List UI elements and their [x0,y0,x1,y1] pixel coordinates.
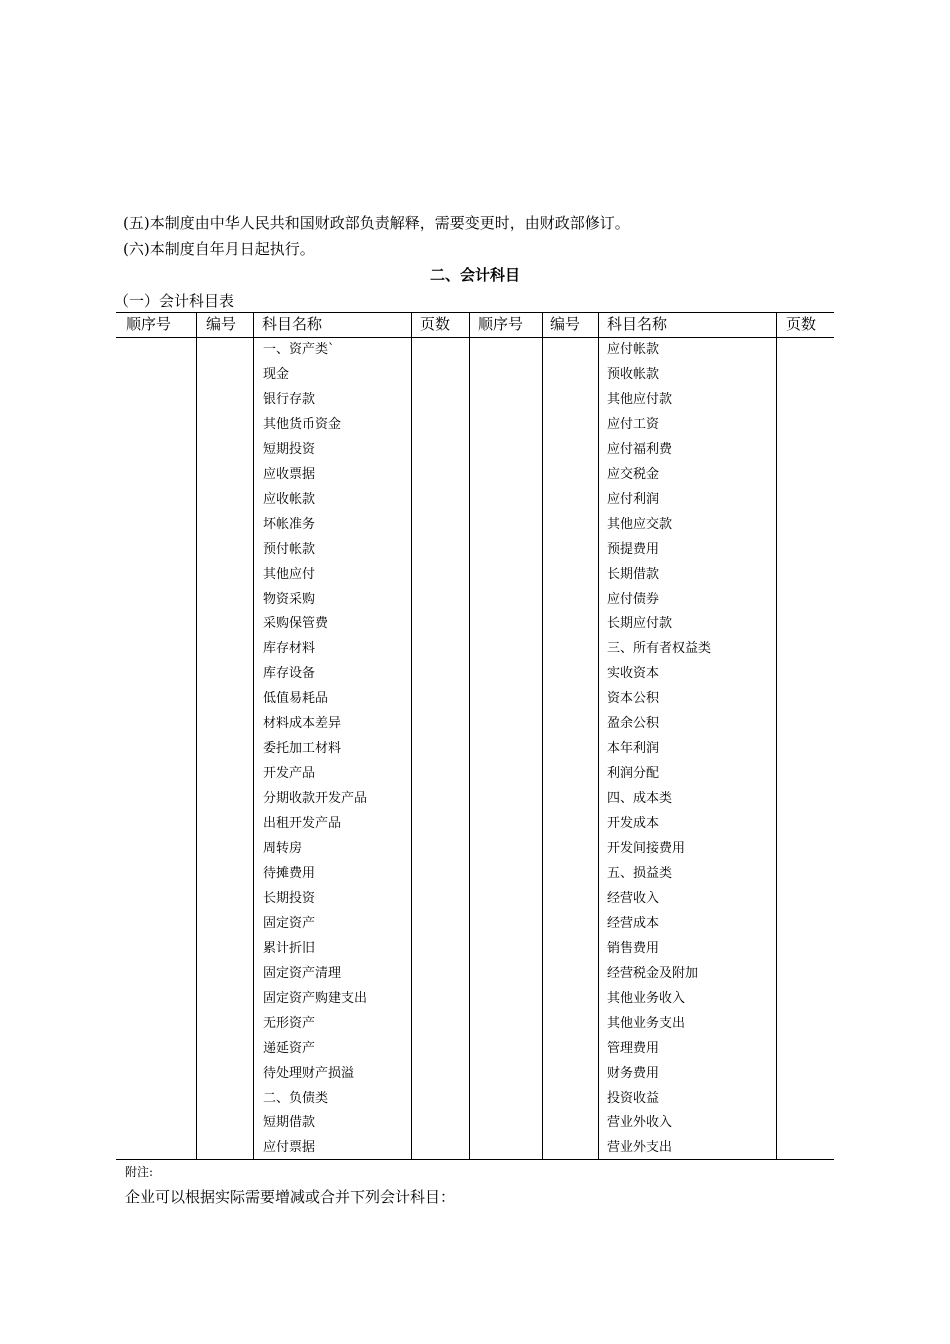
account-name-left: 二、负债类 [263,1090,329,1106]
account-name-right: 财务费用 [607,1065,660,1081]
account-name-right: 其他应付款 [607,391,673,407]
col-divider [411,312,412,1160]
subsection-title: （一）会计科目表 [114,292,235,310]
account-name-right: 销售费用 [607,940,660,956]
account-name-left: 应收票据 [263,466,316,482]
account-name-left: 待摊费用 [263,865,316,881]
account-name-right: 三、所有者权益类 [607,641,712,657]
account-name-left: 现金 [263,366,290,382]
account-name-left: 采购保管费 [263,616,329,632]
account-name-right: 经营收入 [607,890,660,906]
header-code-left: 编号 [206,315,237,333]
table-header-border [116,337,834,338]
account-name-left: 材料成本差异 [263,716,342,732]
closing-paragraph: 企业可以根据实际需要增减或合并下列会计科目： [125,1188,456,1206]
account-name-left: 递延资产 [263,1040,316,1056]
account-name-left: 应付票据 [263,1140,316,1156]
account-name-right: 应付利润 [607,491,660,507]
account-name-left: 物资采购 [263,591,316,607]
account-name-left: 短期投资 [263,441,316,457]
account-name-left: 待处理财产损溢 [263,1065,355,1081]
header-code-right: 编号 [550,315,581,333]
header-pages-left: 页数 [420,315,451,333]
account-name-left: 一、资产类` [263,342,335,357]
account-name-right: 经营成本 [607,915,660,931]
account-name-left: 库存材料 [263,641,316,657]
account-name-left: 分期收款开发产品 [263,791,368,807]
col-divider [776,312,777,1160]
col-divider [542,312,543,1160]
account-name-left: 出租开发产品 [263,816,342,832]
col-divider [469,312,470,1160]
account-name-right: 营业外收入 [607,1115,673,1131]
header-pages-right: 页数 [786,315,817,333]
account-name-right: 投资收益 [607,1090,660,1106]
account-name-right: 应付工资 [607,416,660,432]
account-name-left: 其他货币资金 [263,416,342,432]
note-label: 附注: [125,1165,154,1179]
header-seq-left: 顺序号 [126,315,172,333]
account-name-right: 应交税金 [607,466,660,482]
account-name-left: 固定资产购建支出 [263,990,368,1006]
account-name-right: 长期借款 [607,566,660,582]
account-name-left: 库存设备 [263,666,316,682]
account-name-left: 其他应付 [263,566,316,582]
account-name-right: 其他业务支出 [607,1015,686,1031]
account-name-left: 开发产品 [263,766,316,782]
account-name-left: 固定资产清理 [263,965,342,981]
account-name-right: 四、成本类 [607,791,673,807]
col-divider [253,312,254,1160]
account-name-right: 预提费用 [607,541,660,557]
account-name-right: 其他业务收入 [607,990,686,1006]
account-name-right: 长期应付款 [607,616,673,632]
account-name-right: 开发间接费用 [607,841,686,856]
accounts-table [116,312,834,1160]
account-name-left: 长期投资 [263,890,316,906]
account-name-right: 经营税金及附加 [607,965,699,981]
account-name-right: 盈余公积 [607,716,660,732]
account-name-left: 累计折旧 [263,940,316,956]
account-name-right: 资本公积 [607,691,660,707]
section-title: 二、会计科目 [429,266,520,284]
account-name-right: 开发成本 [607,816,660,832]
col-divider [196,312,197,1160]
header-name-right: 科目名称 [607,315,668,333]
account-name-right: 应付债券 [607,591,660,607]
account-name-right: 本年利润 [607,741,660,757]
account-name-left: 短期借款 [263,1115,316,1131]
account-name-right: 应付福利费 [607,441,673,457]
account-name-left: 预付帐款 [263,541,316,557]
account-name-left: 低值易耗品 [263,691,329,707]
account-name-right: 预收帐款 [607,366,660,382]
account-name-left: 应收帐款 [263,491,316,507]
col-divider [598,312,599,1160]
account-name-right: 管理费用 [607,1040,660,1056]
account-name-left: 周转房 [263,841,303,856]
header-seq-right: 顺序号 [478,315,524,333]
table-bottom-border [116,1159,834,1160]
account-name-right: 实收资本 [607,666,660,682]
account-name-right: 利润分配 [607,766,660,782]
account-name-right: 五、损益类 [607,865,673,881]
header-name-left: 科目名称 [262,315,323,333]
account-name-left: 银行存款 [263,391,316,407]
account-name-right: 其他应交款 [607,516,673,532]
account-name-left: 委托加工材料 [263,741,342,757]
account-name-right: 营业外支出 [607,1140,673,1156]
paragraph-five: (五)本制度由中华人民共和国财政部负责解释，需要变更时，由财政部修订。 [123,214,630,232]
account-name-left: 无形资产 [263,1015,316,1031]
account-name-right: 应付帐款 [607,342,660,357]
account-name-left: 坏帐准务 [263,516,316,532]
paragraph-six: (六)本制度自年月日起执行。 [123,240,315,258]
account-name-left: 固定资产 [263,915,316,931]
